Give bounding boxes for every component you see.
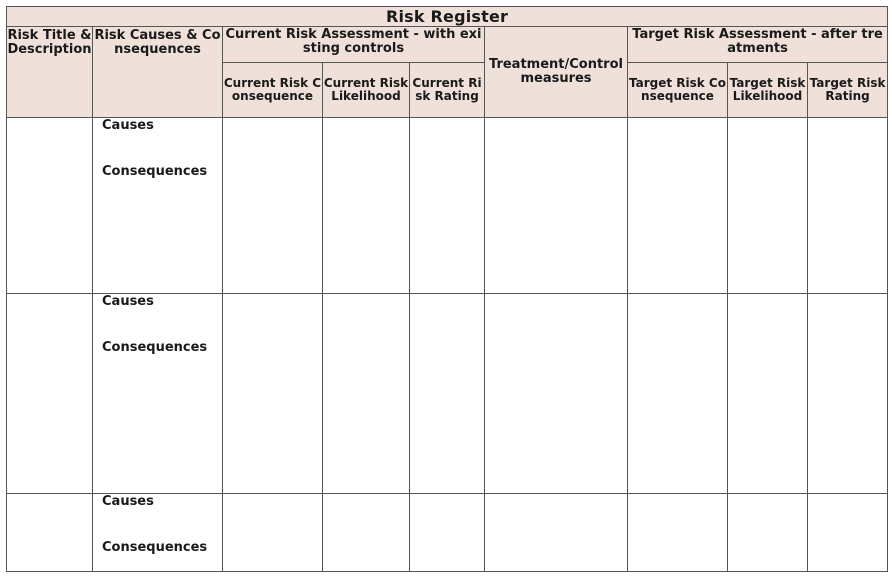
page-title: Risk Register [7,7,888,27]
header-treatment: Treatment/Control measures [485,27,628,118]
consequences-label: Consequences [102,164,208,179]
current-consequence-cell[interactable] [223,494,323,572]
target-consequence-cell[interactable] [628,118,728,294]
target-consequence-cell[interactable] [628,494,728,572]
header-target-rating: Target Risk Rating [808,63,888,118]
treatment-cell[interactable] [485,118,628,294]
treatment-cell[interactable] [485,294,628,494]
causes-consequences-cell[interactable] [93,294,223,494]
table-row [7,294,888,494]
current-rating-cell[interactable] [410,118,485,294]
target-likelihood-cell[interactable] [728,494,808,572]
treatment-cell[interactable] [485,494,628,572]
target-rating-cell[interactable] [808,118,888,294]
target-likelihood-cell[interactable] [728,118,808,294]
current-consequence-cell[interactable] [223,118,323,294]
risk-title-cell[interactable] [7,294,93,494]
header-current-likelihood: Current Risk Likelihood [323,63,410,118]
target-likelihood-cell[interactable] [728,294,808,494]
target-rating-cell[interactable] [808,294,888,494]
current-likelihood-cell[interactable] [323,494,410,572]
causes-consequences-cell[interactable] [93,118,223,294]
current-rating-cell[interactable] [410,294,485,494]
header-risk-title: Risk Title & Description [7,27,93,118]
current-rating-cell[interactable] [410,494,485,572]
header-target-likelihood: Target Risk Likelihood [728,63,808,118]
header-current-rating: Current Risk Rating [410,63,485,118]
risk-title-cell[interactable] [7,118,93,294]
target-rating-cell[interactable] [808,494,888,572]
risk-register-table [6,6,888,572]
header-target-consequence: Target Risk Consequence [628,63,728,118]
table-row [7,494,888,572]
table-row [7,118,888,294]
consequences-label: Consequences [102,340,208,355]
header-current-assessment: Current Risk Assessment - with existing controls [223,27,485,63]
consequences-label: Consequences [102,540,208,555]
causes-label: Causes [102,294,154,309]
header-causes-consequences: Risk Causes & Consequences [93,27,223,118]
current-consequence-cell[interactable] [223,294,323,494]
header-current-consequence: Current Risk Consequence [223,63,323,118]
causes-consequences-cell[interactable] [93,494,223,572]
causes-label: Causes [102,118,154,133]
causes-label: Causes [102,494,154,509]
header-target-assessment: Target Risk Assessment - after treatments [628,27,888,63]
current-likelihood-cell[interactable] [323,294,410,494]
risk-title-cell[interactable] [7,494,93,572]
current-likelihood-cell[interactable] [323,118,410,294]
target-consequence-cell[interactable] [628,294,728,494]
